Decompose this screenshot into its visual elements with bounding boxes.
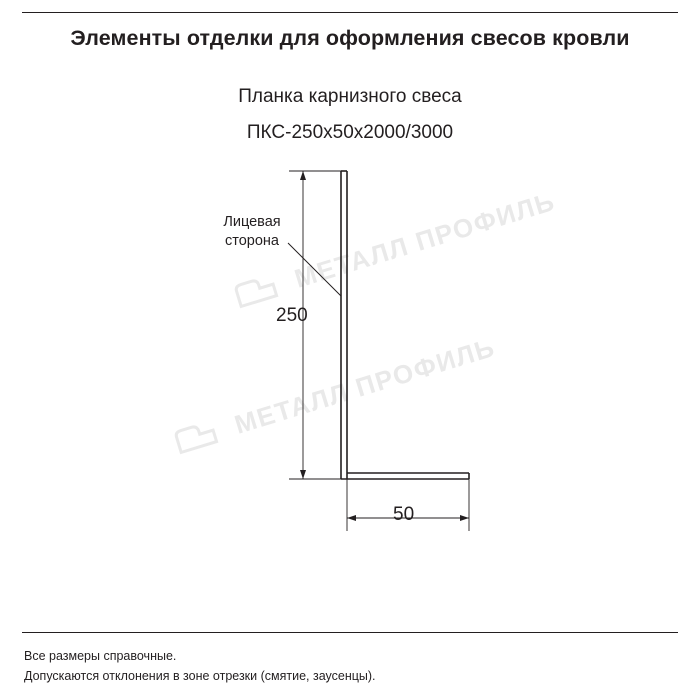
- watermark-text: МЕТАЛЛ ПРОФИЛЬ: [230, 331, 499, 440]
- watermark-text: МЕТАЛЛ ПРОФИЛЬ: [290, 185, 559, 294]
- page-title: Элементы отделки для оформления свесов кровли: [70, 26, 630, 50]
- footer-note-2: Допускаются отклонения в зоне отрезки (смятие, заусенцы).: [24, 669, 376, 683]
- dimension-width-label: 50: [393, 504, 415, 525]
- dimension-height-label: 250: [276, 305, 308, 326]
- product-code: ПКС-250х50х2000/3000: [246, 122, 454, 143]
- face-side-label-line2: сторона: [225, 233, 279, 249]
- dim-250-arrow-bottom: [300, 470, 306, 479]
- product-name: Планка карнизного свеса: [238, 86, 462, 107]
- dim-50-arrow-left: [347, 515, 356, 521]
- dim-50-arrow-right: [460, 515, 469, 521]
- face-side-label: [207, 213, 297, 251]
- footer-note-1: Все размеры справочные.: [24, 649, 177, 663]
- dim-250-arrow-top: [300, 171, 306, 180]
- bottom-divider: [22, 632, 678, 633]
- face-side-label-line1: Лицевая: [223, 214, 281, 230]
